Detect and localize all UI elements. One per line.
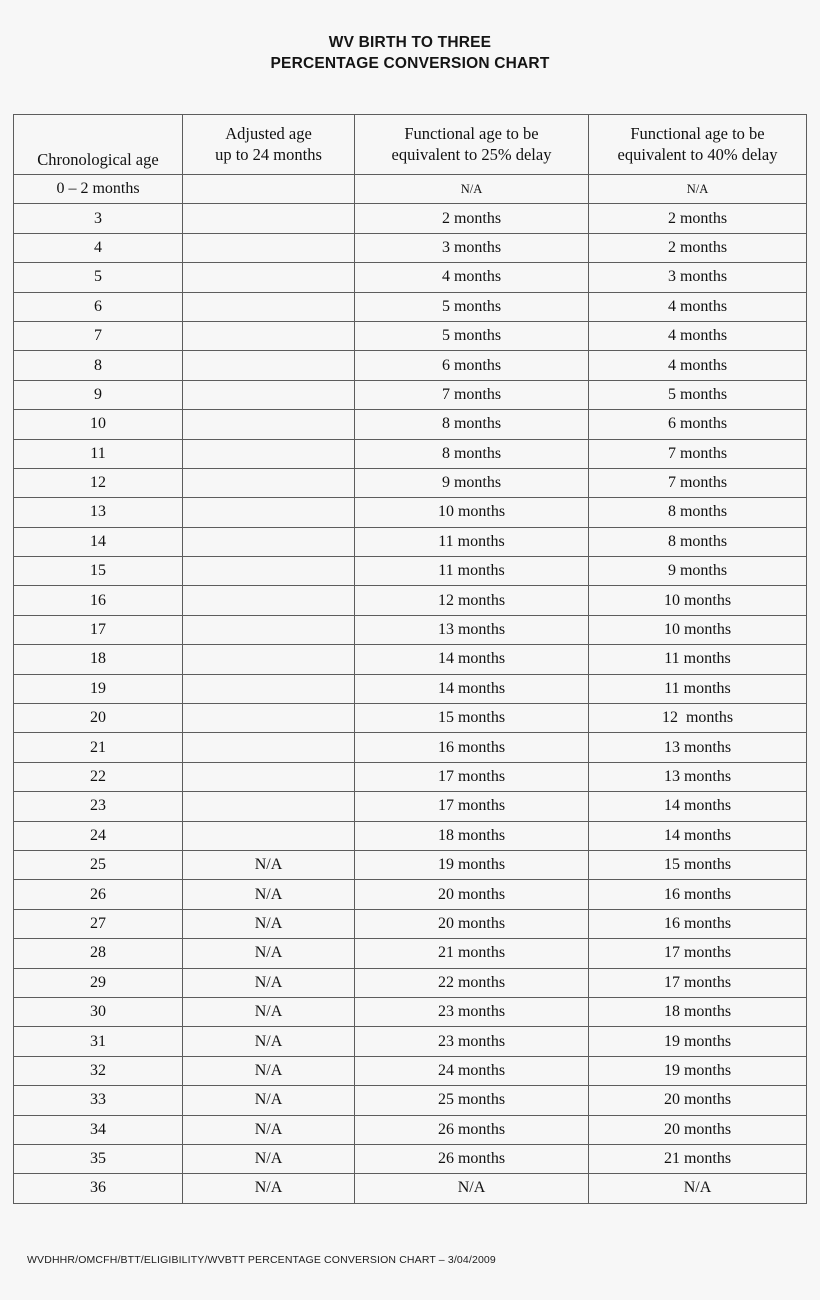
cell-functional-age-25: 23 months (355, 1027, 589, 1056)
cell-functional-age-40: 17 months (589, 939, 807, 968)
page-title-line-1: WV BIRTH TO THREE (328, 34, 492, 51)
cell-functional-age-40: 4 months (589, 321, 807, 350)
cell-functional-age-40: 2 months (589, 204, 807, 233)
cell-functional-age-25: 8 months (355, 439, 589, 468)
cell-functional-age-40: 12 months (589, 704, 807, 733)
cell-adjusted-age: N/A (183, 997, 355, 1026)
cell-adjusted-age (183, 380, 355, 409)
cell-functional-age-40: 9 months (589, 557, 807, 586)
cell-functional-age-40: 17 months (589, 968, 807, 997)
cell-adjusted-age: N/A (183, 909, 355, 938)
column-header-functional-age-25 (355, 115, 589, 175)
cell-functional-age-40: 14 months (589, 792, 807, 821)
cell-chronological-age: 12 (14, 468, 183, 497)
cell-functional-age-25: 6 months (355, 351, 589, 380)
cell-chronological-age: 21 (14, 733, 183, 762)
table-row (14, 1115, 807, 1144)
cell-chronological-age: 18 (14, 645, 183, 674)
cell-functional-age-25: 17 months (355, 762, 589, 791)
cell-chronological-age: 8 (14, 351, 183, 380)
table-row (14, 557, 807, 586)
cell-chronological-age: 32 (14, 1056, 183, 1085)
cell-chronological-age: 19 (14, 674, 183, 703)
table-row (14, 997, 807, 1026)
table-row (14, 674, 807, 703)
cell-adjusted-age (183, 557, 355, 586)
cell-chronological-age: 0 – 2 months (14, 175, 183, 204)
cell-functional-age-40: 13 months (589, 733, 807, 762)
cell-functional-age-40: 19 months (589, 1027, 807, 1056)
cell-functional-age-25: 23 months (355, 997, 589, 1026)
table-row (14, 527, 807, 556)
table-row (14, 263, 807, 292)
table-row (14, 1027, 807, 1056)
cell-functional-age-25: 14 months (355, 674, 589, 703)
table-row (14, 233, 807, 262)
cell-chronological-age: 11 (14, 439, 183, 468)
cell-adjusted-age (183, 410, 355, 439)
cell-functional-age-25: 21 months (355, 939, 589, 968)
cell-adjusted-age: N/A (183, 850, 355, 879)
cell-functional-age-25: 5 months (355, 292, 589, 321)
table-row (14, 410, 807, 439)
cell-adjusted-age (183, 645, 355, 674)
cell-functional-age-25: 11 months (355, 527, 589, 556)
cell-functional-age-40: 6 months (589, 410, 807, 439)
table-row (14, 1056, 807, 1085)
cell-functional-age-40: 11 months (589, 645, 807, 674)
cell-adjusted-age: N/A (183, 968, 355, 997)
cell-adjusted-age (183, 586, 355, 615)
cell-chronological-age: 14 (14, 527, 183, 556)
cell-adjusted-age (183, 351, 355, 380)
cell-functional-age-40: 15 months (589, 850, 807, 879)
table-row (14, 968, 807, 997)
cell-functional-age-25: 4 months (355, 263, 589, 292)
cell-functional-age-25: 16 months (355, 733, 589, 762)
table-header (14, 115, 807, 175)
cell-adjusted-age: N/A (183, 1086, 355, 1115)
cell-adjusted-age (183, 527, 355, 556)
cell-functional-age-40: 20 months (589, 1115, 807, 1144)
cell-functional-age-25: 19 months (355, 850, 589, 879)
cell-functional-age-25: 17 months (355, 792, 589, 821)
cell-chronological-age: 3 (14, 204, 183, 233)
cell-chronological-age: 28 (14, 939, 183, 968)
cell-functional-age-40: 16 months (589, 909, 807, 938)
cell-functional-age-40: 10 months (589, 615, 807, 644)
cell-functional-age-40: 7 months (589, 439, 807, 468)
cell-adjusted-age (183, 468, 355, 497)
cell-functional-age-25: 14 months (355, 645, 589, 674)
document-footer: WVDHHR/OMCFH/BTT/ELIGIBILITY/WVBTT PERCENTAGE CONVERSION CHART – 3/04/2009 (27, 1254, 496, 1266)
table-row (14, 615, 807, 644)
table-row (14, 351, 807, 380)
table-row (14, 380, 807, 409)
table-row (14, 909, 807, 938)
cell-chronological-age: 15 (14, 557, 183, 586)
cell-adjusted-age (183, 175, 355, 204)
cell-adjusted-age (183, 204, 355, 233)
cell-functional-age-25: 12 months (355, 586, 589, 615)
column-header-chronological-age (14, 115, 183, 175)
column-header-adjusted-age-line-1: Adjusted age (225, 124, 312, 143)
table-header-row (14, 115, 807, 175)
cell-chronological-age: 30 (14, 997, 183, 1026)
cell-functional-age-25: 7 months (355, 380, 589, 409)
table-body (14, 175, 807, 1204)
cell-chronological-age: 25 (14, 850, 183, 879)
cell-functional-age-25: 10 months (355, 498, 589, 527)
cell-functional-age-40: 4 months (589, 351, 807, 380)
cell-functional-age-25: 5 months (355, 321, 589, 350)
cell-functional-age-40: 10 months (589, 586, 807, 615)
cell-functional-age-25: N/A (355, 1174, 589, 1203)
cell-adjusted-age: N/A (183, 1115, 355, 1144)
cell-chronological-age: 6 (14, 292, 183, 321)
cell-chronological-age: 4 (14, 233, 183, 262)
cell-functional-age-25: N/A (355, 175, 589, 204)
cell-adjusted-age: N/A (183, 880, 355, 909)
table-row (14, 468, 807, 497)
table-row (14, 1086, 807, 1115)
cell-functional-age-40: 8 months (589, 498, 807, 527)
cell-chronological-age: 16 (14, 586, 183, 615)
cell-adjusted-age: N/A (183, 1144, 355, 1173)
cell-functional-age-25: 2 months (355, 204, 589, 233)
cell-adjusted-age (183, 233, 355, 262)
column-header-adjusted-age (183, 115, 355, 175)
table-row (14, 733, 807, 762)
cell-functional-age-40: 19 months (589, 1056, 807, 1085)
column-header-functional-age-40-line-2: equivalent to 40% delay (617, 145, 778, 164)
percentage-conversion-table (13, 114, 807, 1204)
table-row (14, 762, 807, 791)
cell-functional-age-25: 9 months (355, 468, 589, 497)
cell-functional-age-25: 26 months (355, 1144, 589, 1173)
cell-adjusted-age (183, 762, 355, 791)
cell-adjusted-age (183, 615, 355, 644)
cell-chronological-age: 20 (14, 704, 183, 733)
table-row (14, 704, 807, 733)
cell-functional-age-40: 21 months (589, 1144, 807, 1173)
table-row (14, 821, 807, 850)
cell-functional-age-40: 18 months (589, 997, 807, 1026)
cell-chronological-age: 22 (14, 762, 183, 791)
cell-functional-age-40: 8 months (589, 527, 807, 556)
table-row (14, 850, 807, 879)
cell-chronological-age: 26 (14, 880, 183, 909)
cell-chronological-age: 7 (14, 321, 183, 350)
cell-functional-age-25: 3 months (355, 233, 589, 262)
cell-chronological-age: 17 (14, 615, 183, 644)
cell-functional-age-40: 16 months (589, 880, 807, 909)
cell-functional-age-25: 25 months (355, 1086, 589, 1115)
cell-chronological-age: 13 (14, 498, 183, 527)
table-row (14, 1174, 807, 1203)
table-row (14, 321, 807, 350)
table-row (14, 792, 807, 821)
cell-functional-age-25: 15 months (355, 704, 589, 733)
cell-adjusted-age (183, 674, 355, 703)
cell-adjusted-age (183, 821, 355, 850)
table-row (14, 880, 807, 909)
cell-chronological-age: 33 (14, 1086, 183, 1115)
conversion-table-container (13, 114, 806, 1204)
cell-functional-age-40: 13 months (589, 762, 807, 791)
column-header-chronological-age-line-2: Chronological age (37, 150, 159, 169)
table-row (14, 439, 807, 468)
cell-chronological-age: 24 (14, 821, 183, 850)
cell-chronological-age: 10 (14, 410, 183, 439)
cell-chronological-age: 9 (14, 380, 183, 409)
table-row (14, 175, 807, 204)
column-header-adjusted-age-line-2: up to 24 months (215, 145, 322, 164)
cell-adjusted-age: N/A (183, 939, 355, 968)
page-title-line-2: PERCENTAGE CONVERSION CHART (270, 55, 550, 72)
cell-functional-age-40: 2 months (589, 233, 807, 262)
cell-functional-age-25: 11 months (355, 557, 589, 586)
column-header-functional-age-25-line-1: Functional age to be (404, 124, 539, 143)
cell-adjusted-age: N/A (183, 1027, 355, 1056)
table-row (14, 498, 807, 527)
cell-adjusted-age (183, 498, 355, 527)
table-row (14, 586, 807, 615)
cell-adjusted-age (183, 263, 355, 292)
cell-functional-age-25: 8 months (355, 410, 589, 439)
cell-adjusted-age: N/A (183, 1174, 355, 1203)
cell-chronological-age: 5 (14, 263, 183, 292)
cell-chronological-age: 31 (14, 1027, 183, 1056)
cell-chronological-age: 23 (14, 792, 183, 821)
column-header-functional-age-40 (589, 115, 807, 175)
cell-functional-age-25: 20 months (355, 880, 589, 909)
cell-functional-age-40: 11 months (589, 674, 807, 703)
table-row (14, 1144, 807, 1173)
cell-functional-age-40: N/A (589, 175, 807, 204)
cell-chronological-age: 27 (14, 909, 183, 938)
column-header-functional-age-40-line-1: Functional age to be (630, 124, 765, 143)
cell-functional-age-25: 18 months (355, 821, 589, 850)
cell-functional-age-40: 14 months (589, 821, 807, 850)
cell-chronological-age: 35 (14, 1144, 183, 1173)
cell-functional-age-40: 4 months (589, 292, 807, 321)
cell-functional-age-40: 5 months (589, 380, 807, 409)
cell-chronological-age: 36 (14, 1174, 183, 1203)
cell-adjusted-age (183, 733, 355, 762)
cell-functional-age-25: 26 months (355, 1115, 589, 1144)
table-row (14, 645, 807, 674)
cell-functional-age-40: N/A (589, 1174, 807, 1203)
cell-functional-age-25: 13 months (355, 615, 589, 644)
cell-adjusted-age (183, 704, 355, 733)
cell-chronological-age: 34 (14, 1115, 183, 1144)
cell-functional-age-25: 20 months (355, 909, 589, 938)
cell-functional-age-40: 7 months (589, 468, 807, 497)
cell-chronological-age: 29 (14, 968, 183, 997)
cell-adjusted-age (183, 292, 355, 321)
table-row (14, 204, 807, 233)
cell-adjusted-age: N/A (183, 1056, 355, 1085)
cell-functional-age-25: 24 months (355, 1056, 589, 1085)
cell-adjusted-age (183, 439, 355, 468)
cell-functional-age-40: 20 months (589, 1086, 807, 1115)
table-row (14, 939, 807, 968)
column-header-functional-age-25-line-2: equivalent to 25% delay (391, 145, 552, 164)
table-row (14, 292, 807, 321)
cell-functional-age-25: 22 months (355, 968, 589, 997)
cell-adjusted-age (183, 792, 355, 821)
page-title (0, 32, 820, 74)
cell-adjusted-age (183, 321, 355, 350)
cell-functional-age-40: 3 months (589, 263, 807, 292)
